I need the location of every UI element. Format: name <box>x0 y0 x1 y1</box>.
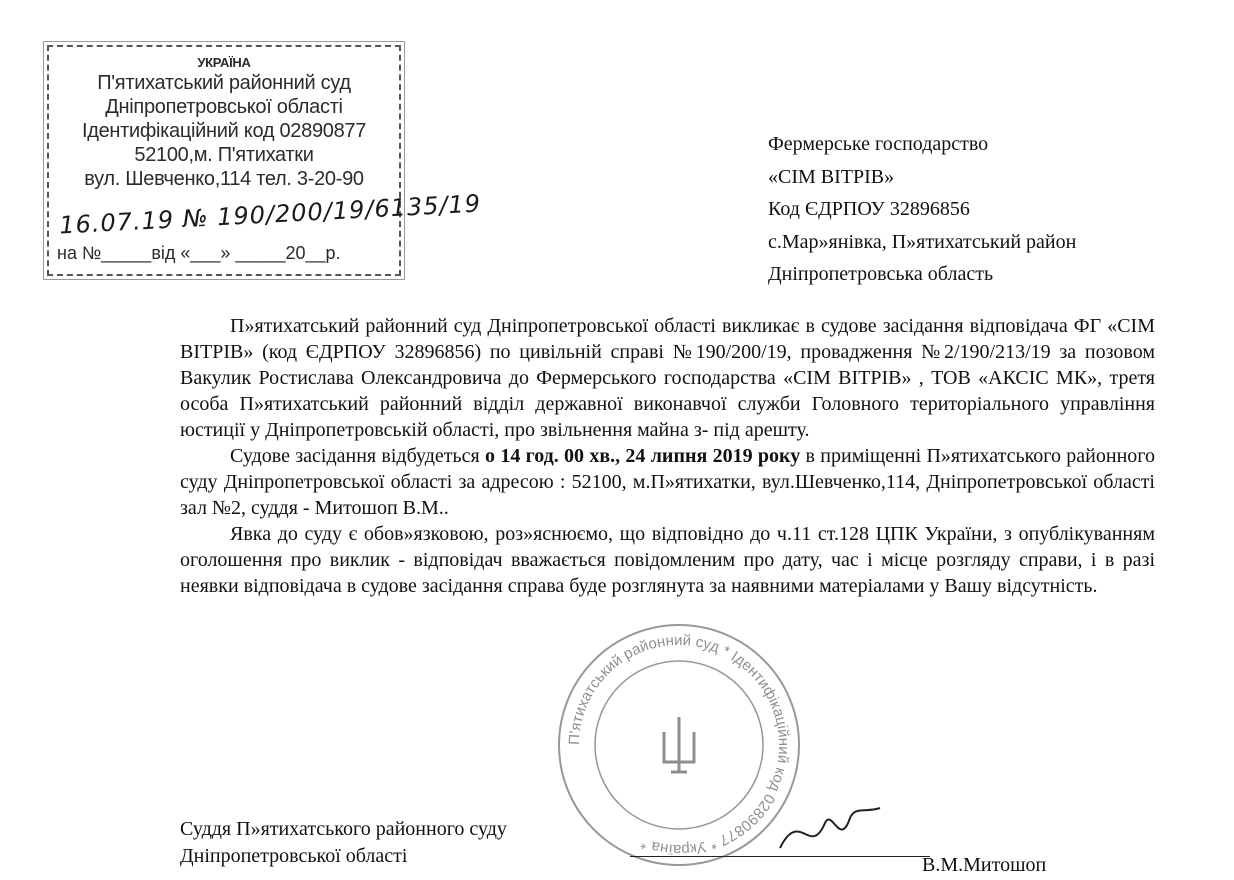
judge-title <box>180 816 780 870</box>
summons-paragraph-1: П»ятихатський районний суд Дніпропетровської області викликає в судове засідання відповідача ФГ «СІМ ВІТРІВ» (код ЄДРПОУ 32896856) по цивільній справі №190/200/19, провадження №2/190/213/19 за позовом Вакулик Ростислава Олександровича до Фермерського господарства «СІМ ВІТРІВ» , ТОВ «АКСІС МК», третя особа П»ятихатський районний відділ державної виконавчої служби Головного територіального управління юстиції у Дніпропетровській області, про звільнення майна з- під арешту. <box>180 315 1155 441</box>
addressee-line: с.Мар»янівка, П»ятихатський район <box>768 230 1077 253</box>
judge-title-line1: Суддя П»ятихатського районного суду <box>180 818 507 840</box>
stamp-court-name: П'ятихатський районний суд <box>97 72 351 94</box>
summons-paragraph-2 <box>180 443 1155 521</box>
hearing-datetime: о 14 год. 00 хв., 24 липня 2019 року <box>485 445 801 467</box>
addressee-block <box>768 128 1198 291</box>
incoming-blank: на №_____від «___» _____20__р. <box>57 243 341 263</box>
judge-name: В.М.Митошоп <box>922 854 1047 876</box>
judge-title-line2: Дніпропетровської області <box>180 845 408 867</box>
hearing-intro: Судове засідання відбудеться <box>230 445 486 467</box>
stamp-street: вул. Шевченко,114 тел. 3-20-90 <box>84 168 364 190</box>
trident-icon <box>664 717 694 772</box>
addressee-line: Фермерське господарство <box>768 133 989 155</box>
addressee-line: Дніпропетровська область <box>768 263 994 285</box>
stamp-region: Дніпропетровської області <box>105 96 343 118</box>
seal-ring-text: П'ятихатський районний суд * Ідентифікаційний код 02890877 * Україна * <box>565 631 793 859</box>
addressee-line: Код ЄДРПОУ 32896856 <box>768 198 970 220</box>
stamp-id-code: Ідентифікаційний код 02890877 <box>81 120 367 142</box>
addressee-line: «СІМ ВІТРІВ» <box>768 165 895 188</box>
summons-paragraph-3: Явка до суду є обов»язковою, роз»яснюємо, що відповідно до ч.11 ст.128 ЦПК України, з опублікуванням оголошення про виклик - відповідач вважається повідомленим про дату, час і місце розгляду справи, і в разі неявки відповідача в судове засідання справа буде розглянута за наявними матеріалами у Вашу відсутність. <box>180 523 1155 597</box>
stamp-country: УКРАЇНА <box>197 55 251 70</box>
outgoing-number: 16.07.19 № 190/200/19/6135/19 <box>58 189 482 240</box>
court-stamp <box>47 45 482 276</box>
hearing-location: в приміщенні П»ятихатського районного суду Дніпропетровської області за адресою : 52100, м.П»ятихатки, вул.Шевченко,114, Дніпропетровської області зал №2, суддя - Митошоп В.М.. <box>180 445 1155 519</box>
stamp-postal: 52100,м. П'ятихатки <box>134 144 314 166</box>
summons-body <box>180 313 1155 599</box>
